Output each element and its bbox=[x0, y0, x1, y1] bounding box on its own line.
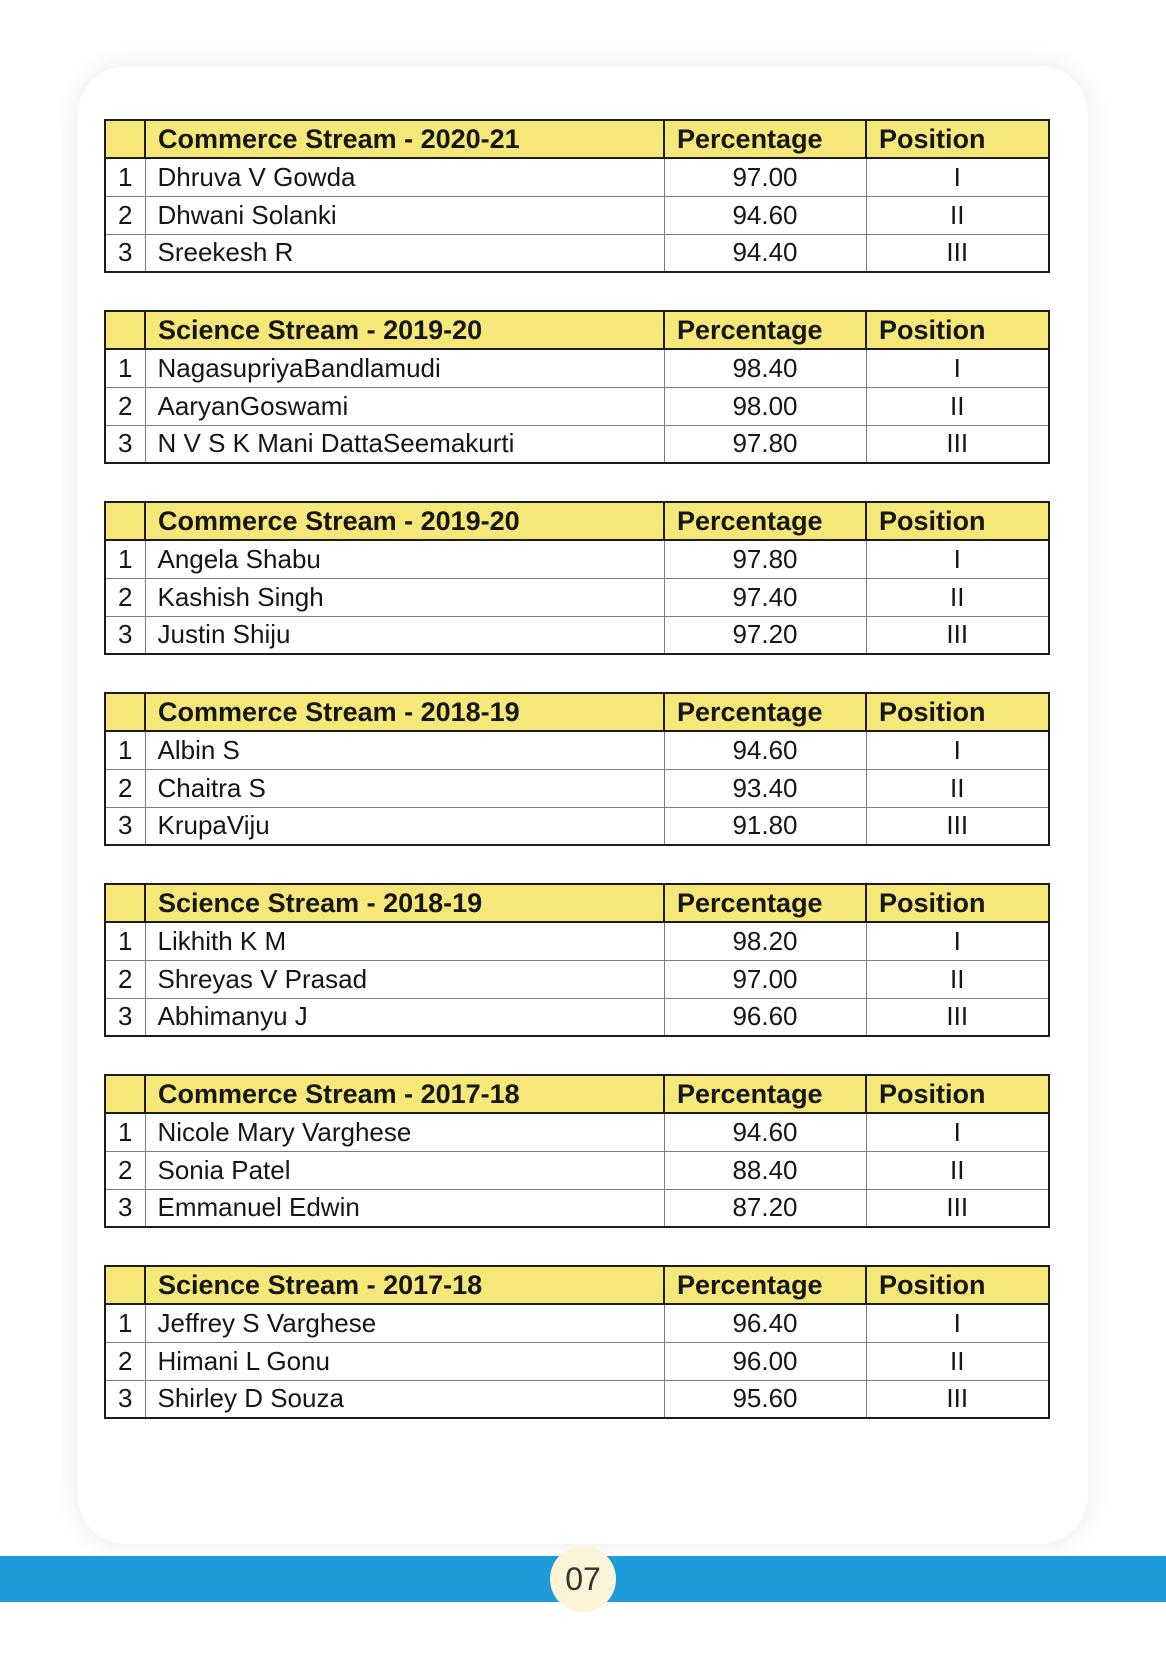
header-blank-cell bbox=[105, 120, 145, 158]
cell-sl: 3 bbox=[105, 425, 145, 463]
table-header-row bbox=[105, 884, 1049, 922]
results-table bbox=[104, 692, 1050, 846]
table-row bbox=[105, 387, 1049, 425]
cell-percentage: 94.60 bbox=[664, 196, 866, 234]
column-header-percentage: Percentage bbox=[664, 693, 866, 731]
header-blank-cell bbox=[105, 1075, 145, 1113]
cell-percentage: 98.20 bbox=[664, 922, 866, 960]
cell-position: III bbox=[866, 616, 1049, 654]
table-row bbox=[105, 1380, 1049, 1418]
cell-percentage: 98.40 bbox=[664, 349, 866, 387]
page-number: 07 bbox=[565, 1560, 601, 1597]
cell-percentage: 97.80 bbox=[664, 540, 866, 578]
tables-container bbox=[104, 119, 1048, 1456]
cell-position: II bbox=[866, 1151, 1049, 1189]
cell-name: Sreekesh R bbox=[145, 234, 664, 272]
header-blank-cell bbox=[105, 311, 145, 349]
cell-sl: 2 bbox=[105, 960, 145, 998]
column-header-position: Position bbox=[866, 311, 1049, 349]
cell-name: Dhwani Solanki bbox=[145, 196, 664, 234]
cell-sl: 1 bbox=[105, 540, 145, 578]
cell-percentage: 97.20 bbox=[664, 616, 866, 654]
cell-position: III bbox=[866, 425, 1049, 463]
cell-name: Justin Shiju bbox=[145, 616, 664, 654]
cell-name: KrupaViju bbox=[145, 807, 664, 845]
column-header-position: Position bbox=[866, 1266, 1049, 1304]
cell-sl: 1 bbox=[105, 731, 145, 769]
header-blank-cell bbox=[105, 693, 145, 731]
cell-position: I bbox=[866, 922, 1049, 960]
cell-sl: 1 bbox=[105, 1304, 145, 1342]
cell-position: III bbox=[866, 234, 1049, 272]
table-row bbox=[105, 349, 1049, 387]
column-header-percentage: Percentage bbox=[664, 1266, 866, 1304]
cell-sl: 3 bbox=[105, 1380, 145, 1418]
cell-position: I bbox=[866, 1304, 1049, 1342]
column-header-percentage: Percentage bbox=[664, 884, 866, 922]
table-title: Science Stream - 2019-20 bbox=[145, 311, 664, 349]
table-row bbox=[105, 998, 1049, 1036]
cell-percentage: 97.80 bbox=[664, 425, 866, 463]
cell-position: I bbox=[866, 158, 1049, 196]
cell-position: II bbox=[866, 769, 1049, 807]
table-row bbox=[105, 540, 1049, 578]
column-header-position: Position bbox=[866, 120, 1049, 158]
cell-name: Sonia Patel bbox=[145, 1151, 664, 1189]
results-table bbox=[104, 119, 1050, 273]
cell-position: II bbox=[866, 578, 1049, 616]
table-row bbox=[105, 731, 1049, 769]
cell-position: III bbox=[866, 807, 1049, 845]
cell-name: Nicole Mary Varghese bbox=[145, 1113, 664, 1151]
cell-sl: 3 bbox=[105, 616, 145, 654]
table-row bbox=[105, 1189, 1049, 1227]
table-row bbox=[105, 1113, 1049, 1151]
cell-name: Albin S bbox=[145, 731, 664, 769]
table-row bbox=[105, 234, 1049, 272]
cell-sl: 3 bbox=[105, 1189, 145, 1227]
cell-percentage: 97.00 bbox=[664, 158, 866, 196]
cell-percentage: 87.20 bbox=[664, 1189, 866, 1227]
header-blank-cell bbox=[105, 502, 145, 540]
cell-position: I bbox=[866, 1113, 1049, 1151]
column-header-position: Position bbox=[866, 884, 1049, 922]
table-row bbox=[105, 1151, 1049, 1189]
cell-sl: 2 bbox=[105, 196, 145, 234]
table-title: Commerce Stream - 2017-18 bbox=[145, 1075, 664, 1113]
cell-name: Himani L Gonu bbox=[145, 1342, 664, 1380]
cell-percentage: 91.80 bbox=[664, 807, 866, 845]
table-row bbox=[105, 1304, 1049, 1342]
cell-sl: 2 bbox=[105, 1342, 145, 1380]
table-row bbox=[105, 578, 1049, 616]
cell-position: I bbox=[866, 540, 1049, 578]
column-header-percentage: Percentage bbox=[664, 1075, 866, 1113]
cell-percentage: 97.40 bbox=[664, 578, 866, 616]
cell-sl: 2 bbox=[105, 1151, 145, 1189]
table-header-row bbox=[105, 1266, 1049, 1304]
table-header-row bbox=[105, 120, 1049, 158]
cell-name: AaryanGoswami bbox=[145, 387, 664, 425]
cell-percentage: 93.40 bbox=[664, 769, 866, 807]
table-row bbox=[105, 960, 1049, 998]
table-row bbox=[105, 807, 1049, 845]
cell-sl: 3 bbox=[105, 998, 145, 1036]
cell-percentage: 88.40 bbox=[664, 1151, 866, 1189]
table-row bbox=[105, 196, 1049, 234]
cell-position: II bbox=[866, 387, 1049, 425]
cell-position: III bbox=[866, 998, 1049, 1036]
table-row bbox=[105, 616, 1049, 654]
cell-position: II bbox=[866, 960, 1049, 998]
cell-percentage: 97.00 bbox=[664, 960, 866, 998]
cell-percentage: 94.60 bbox=[664, 1113, 866, 1151]
table-title: Commerce Stream - 2019-20 bbox=[145, 502, 664, 540]
cell-sl: 3 bbox=[105, 807, 145, 845]
results-table bbox=[104, 310, 1050, 464]
cell-position: II bbox=[866, 196, 1049, 234]
cell-name: Angela Shabu bbox=[145, 540, 664, 578]
cell-name: Chaitra S bbox=[145, 769, 664, 807]
cell-name: Jeffrey S Varghese bbox=[145, 1304, 664, 1342]
column-header-position: Position bbox=[866, 693, 1049, 731]
header-blank-cell bbox=[105, 1266, 145, 1304]
cell-name: Dhruva V Gowda bbox=[145, 158, 664, 196]
cell-percentage: 95.60 bbox=[664, 1380, 866, 1418]
table-header-row bbox=[105, 1075, 1049, 1113]
cell-position: III bbox=[866, 1189, 1049, 1227]
cell-sl: 2 bbox=[105, 387, 145, 425]
cell-sl: 2 bbox=[105, 578, 145, 616]
cell-sl: 1 bbox=[105, 1113, 145, 1151]
table-row bbox=[105, 922, 1049, 960]
cell-name: Shreyas V Prasad bbox=[145, 960, 664, 998]
cell-name: Abhimanyu J bbox=[145, 998, 664, 1036]
table-header-row bbox=[105, 693, 1049, 731]
cell-position: II bbox=[866, 1342, 1049, 1380]
column-header-percentage: Percentage bbox=[664, 120, 866, 158]
cell-name: Likhith K M bbox=[145, 922, 664, 960]
cell-name: NagasupriyaBandlamudi bbox=[145, 349, 664, 387]
cell-sl: 1 bbox=[105, 158, 145, 196]
column-header-position: Position bbox=[866, 502, 1049, 540]
table-row bbox=[105, 1342, 1049, 1380]
cell-percentage: 94.60 bbox=[664, 731, 866, 769]
table-row bbox=[105, 425, 1049, 463]
table-row bbox=[105, 158, 1049, 196]
cell-sl: 2 bbox=[105, 769, 145, 807]
results-table bbox=[104, 1265, 1050, 1419]
cell-percentage: 96.00 bbox=[664, 1342, 866, 1380]
table-title: Commerce Stream - 2018-19 bbox=[145, 693, 664, 731]
cell-name: N V S K Mani DattaSeemakurti bbox=[145, 425, 664, 463]
cell-position: I bbox=[866, 349, 1049, 387]
page-number-badge bbox=[550, 1546, 616, 1612]
cell-percentage: 94.40 bbox=[664, 234, 866, 272]
table-title: Commerce Stream - 2020-21 bbox=[145, 120, 664, 158]
footer-bar bbox=[0, 1556, 1166, 1602]
cell-percentage: 96.60 bbox=[664, 998, 866, 1036]
table-title: Science Stream - 2018-19 bbox=[145, 884, 664, 922]
cell-position: III bbox=[866, 1380, 1049, 1418]
cell-name: Shirley D Souza bbox=[145, 1380, 664, 1418]
column-header-position: Position bbox=[866, 1075, 1049, 1113]
cell-name: Emmanuel Edwin bbox=[145, 1189, 664, 1227]
table-header-row bbox=[105, 502, 1049, 540]
table-header-row bbox=[105, 311, 1049, 349]
cell-percentage: 98.00 bbox=[664, 387, 866, 425]
results-table bbox=[104, 501, 1050, 655]
cell-sl: 1 bbox=[105, 349, 145, 387]
content-card bbox=[78, 66, 1088, 1544]
results-table bbox=[104, 1074, 1050, 1228]
cell-name: Kashish Singh bbox=[145, 578, 664, 616]
results-table bbox=[104, 883, 1050, 1037]
table-row bbox=[105, 769, 1049, 807]
cell-position: I bbox=[866, 731, 1049, 769]
cell-percentage: 96.40 bbox=[664, 1304, 866, 1342]
table-title: Science Stream - 2017-18 bbox=[145, 1266, 664, 1304]
column-header-percentage: Percentage bbox=[664, 311, 866, 349]
cell-sl: 1 bbox=[105, 922, 145, 960]
cell-sl: 3 bbox=[105, 234, 145, 272]
header-blank-cell bbox=[105, 884, 145, 922]
column-header-percentage: Percentage bbox=[664, 502, 866, 540]
